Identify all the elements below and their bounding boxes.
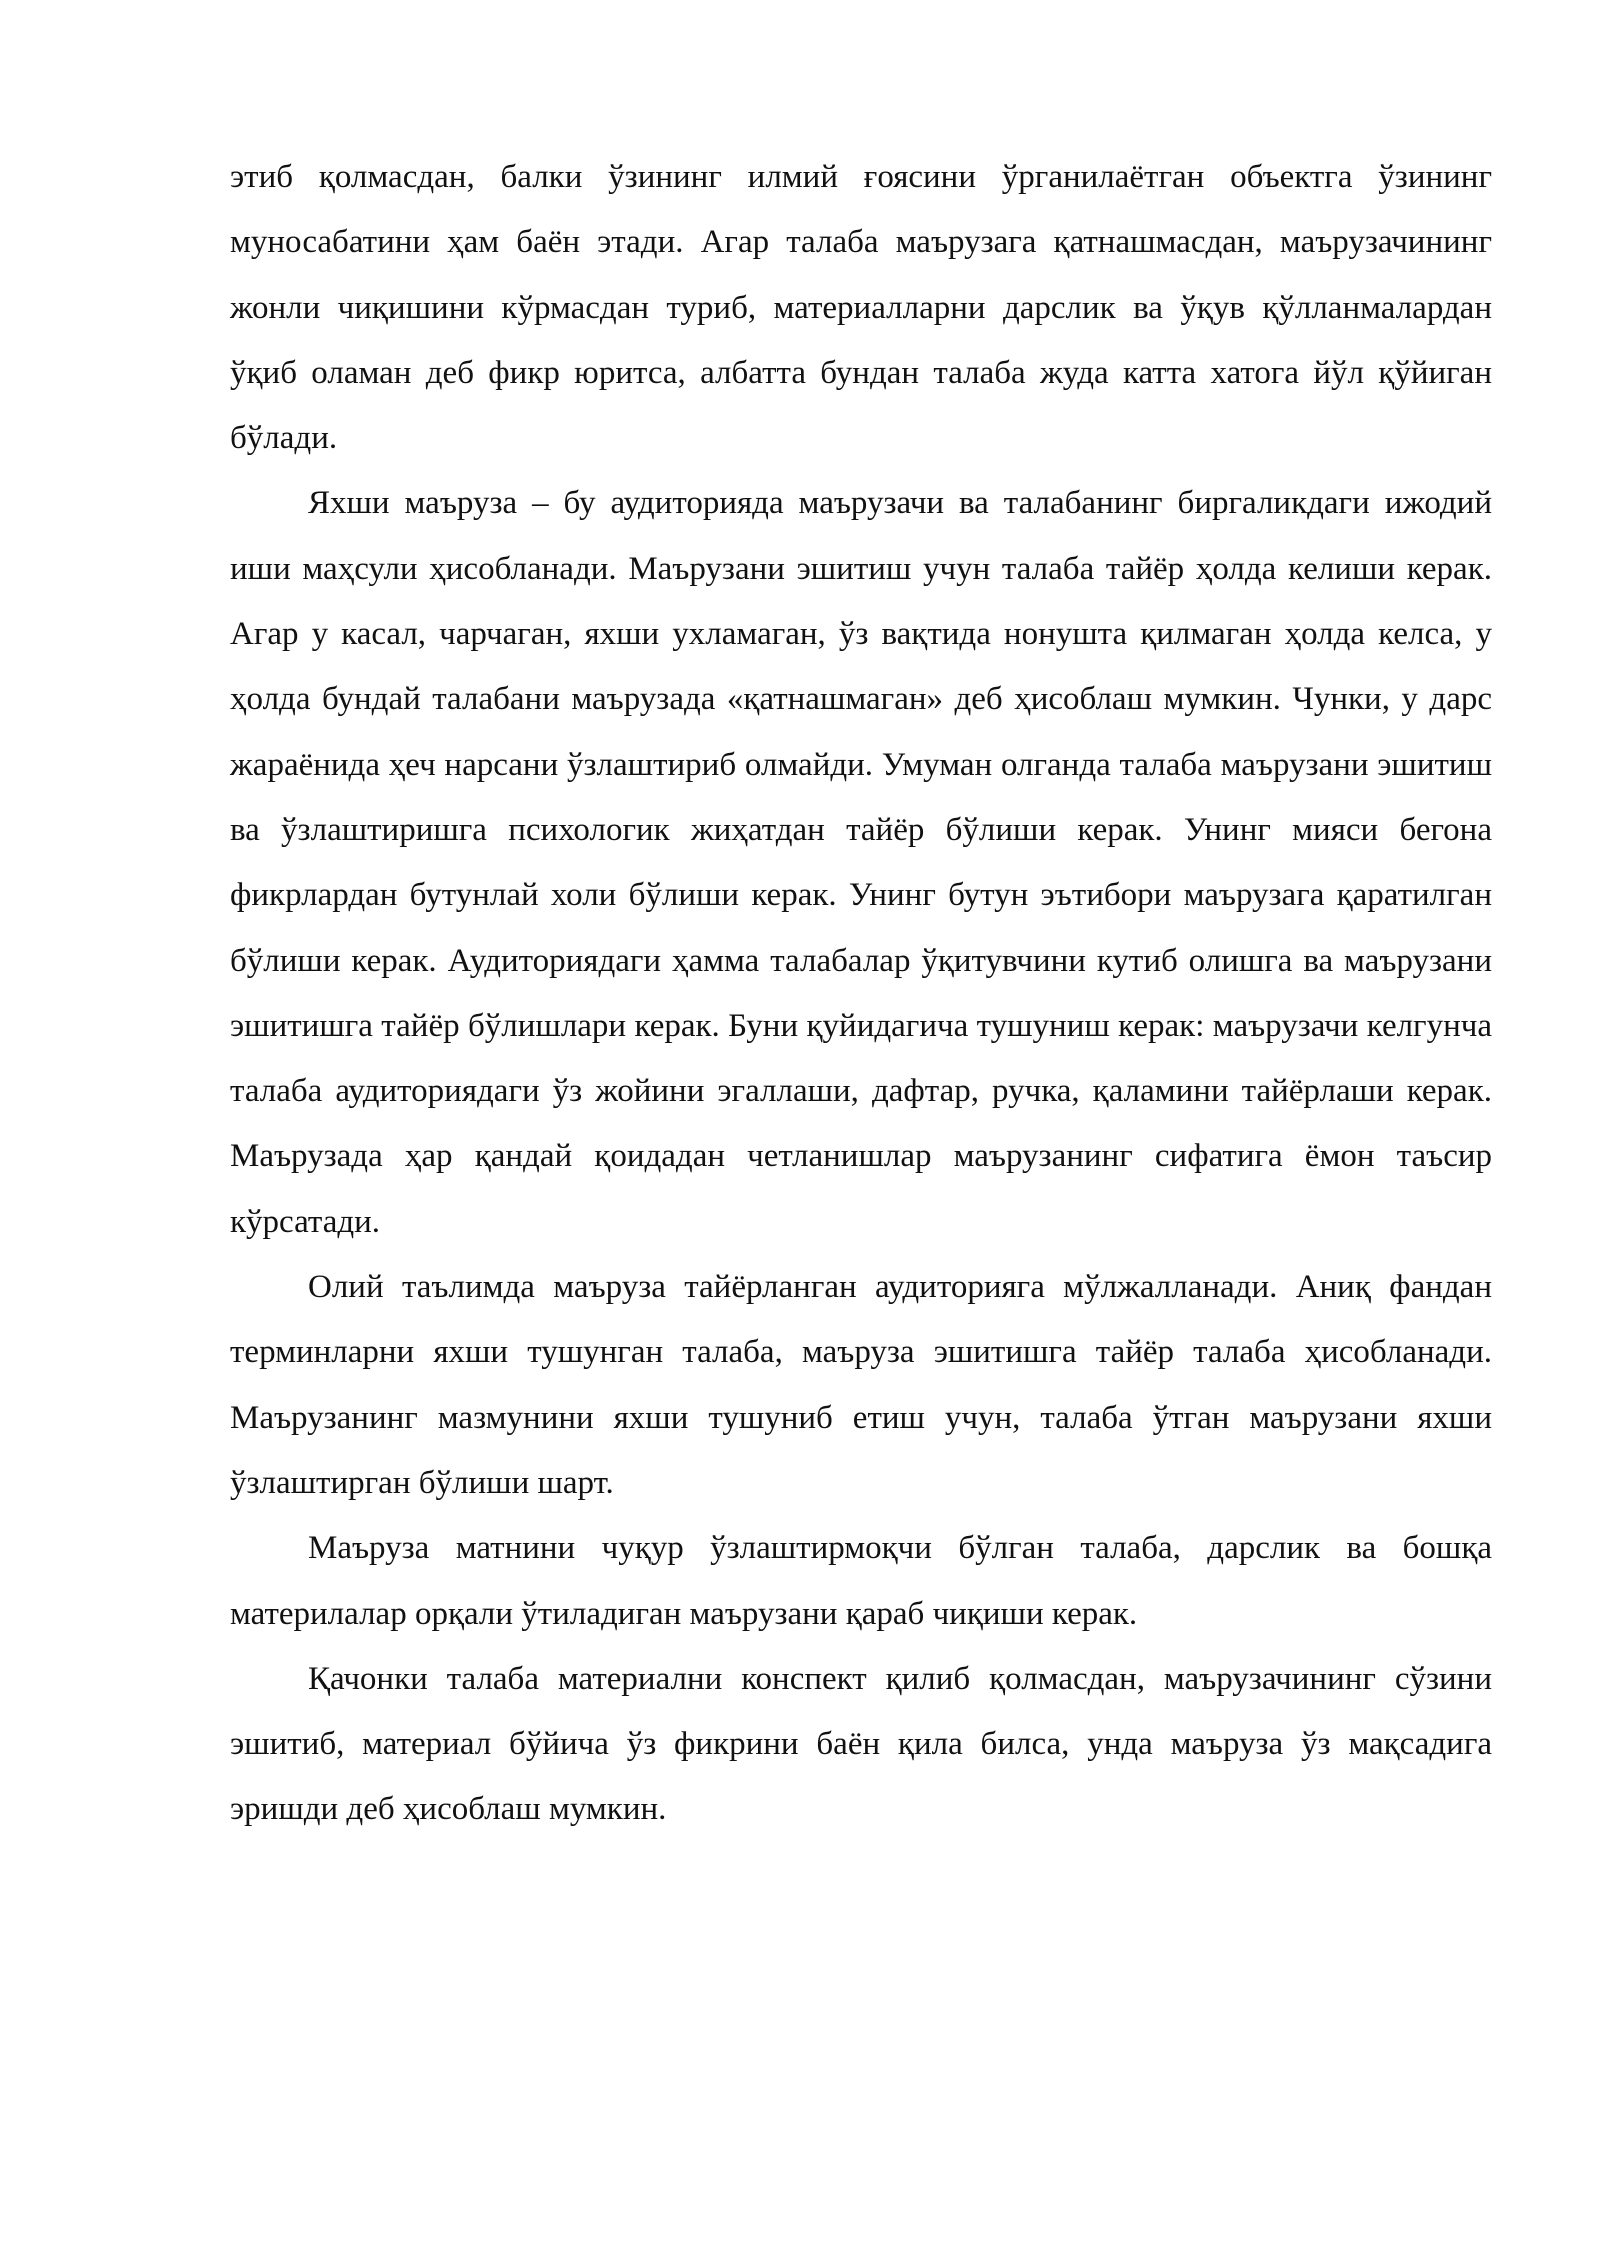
paragraph-higher-education: Олий таълимда маъруза тайёрланган аудиторияга мўлжалланади. Аниқ фандан терминларни яхши тушунган талаба, маъруза эшитишга тайёр талаба ҳисобланади. Маърузанинг мазмунини яхши тушуниб етиш учун, талаба ўтган маърузани яхши ўзлаштирган бўлиши шарт. bbox=[230, 1269, 1492, 1501]
paragraph-lecture-text: Маъруза матнини чуқур ўзлаштирмоқчи бўлган талаба, дарслик ва бошқа материлалар орқали ўтиладиган маърузани қараб чиқиши керак. bbox=[230, 1530, 1492, 1632]
paragraph-good-lecture: Яхши маъруза – бу аудиторияда маърузачи ва талабанинг биргаликдаги ижодий иши маҳсули ҳисобланади. Маърузани эшитиш учун талаба тайёр ҳолда келиши керак. Агар у касал, чарчаган, яхши ухламаган, ўз вақтида нонушта қилмаган ҳолда келса, у ҳолда бундай талабани маърузада «қатнашмаган» деб ҳисоблаш мумкин. Чунки, у дарс жараёнида ҳеч нарсани ўзлаштириб олмайди. Умуман олганда талаба маърузани эшитиш ва ўзлаштиришга психологик жиҳатдан тайёр бўлиши керак. Унинг мияси бегона фикрлардан бутунлай холи бўлиши керак. Унинг бутун эътибори маърузага қаратилган бўлиши керак. Аудиториядаги ҳамма талабалар ўқитувчини кутиб олишга ва маърузани эшитишга тайёр бўлишлари керак. Буни қуйидагича тушуниш керак: маърузачи келгунча талаба аудиториядаги ўз жойини эгаллаши, дафтар, ручка, қаламини тайёрлаши керак. Маърузада ҳар қандай қоидадан четланишлар маърузанинг сифатига ёмон таъсир кўрсатади. bbox=[230, 485, 1492, 1240]
paragraph-lecture-goal: Қачонки талаба материални конспект қилиб қолмасдан, маърузачининг сўзини эшитиб, материал бўйича ўз фикрини баён қила билса, унда маъруза ўз мақсадига эришди деб ҳисоблаш мумкин. bbox=[230, 1660, 1492, 1828]
paragraph-continuation: этиб қолмасдан, балки ўзининг илмий ғоясини ўрганилаётган объектга ўзининг муносабатини ҳам баён этади. Агар талаба маърузага қатнашмасдан, маърузачининг жонли чиқишини кўрмасдан туриб, материалларни дарслик ва ўқув қўлланмалардан ўқиб оламан деб фикр юритса, албатта бундан талаба жуда катта хатога йўл қўйиган бўлади. bbox=[230, 159, 1492, 457]
document-body bbox=[230, 145, 1492, 1843]
